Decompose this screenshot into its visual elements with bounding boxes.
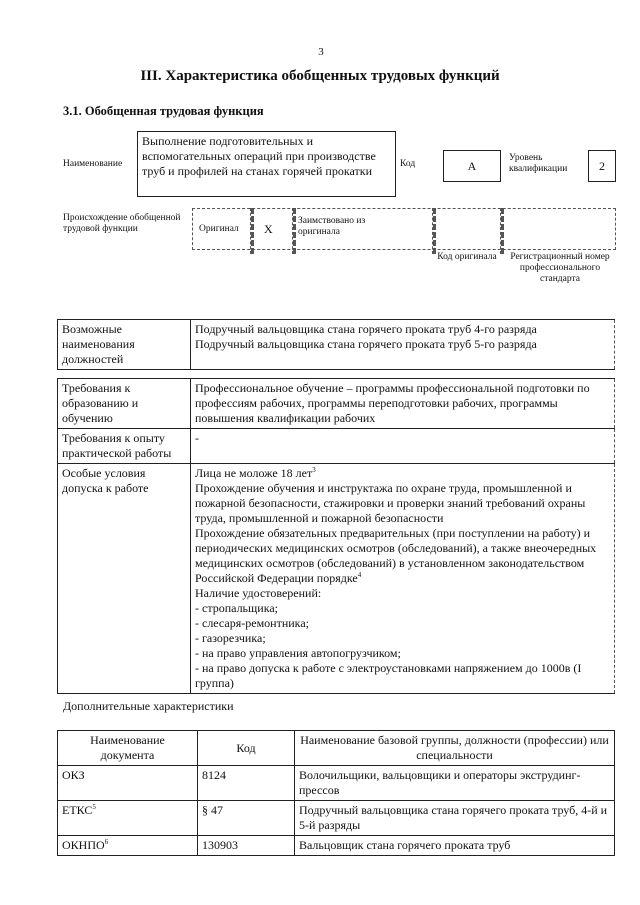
additional-table (57, 730, 615, 856)
admission-age (195, 466, 610, 481)
code-original-divider (432, 208, 436, 254)
row-doc (58, 801, 198, 836)
row-code: § 47 (198, 801, 295, 836)
admission-medical-text: Прохождение обязательных предварительных (при поступлении на работу) и периодических медицинских осмотров (обследований), а также внеочередных медицинских осмотров (обследований) в установленном законодательством Российской Федерации порядке (195, 526, 597, 585)
section-title: III. Характеристика обобщенных трудовых функций (140, 68, 500, 84)
header-doc: Наименование документа (58, 731, 198, 766)
footnote-3: 3 (312, 466, 316, 474)
footnote-4: 4 (357, 571, 362, 579)
admission-age-text: Лица не моложе 18 лет (195, 466, 313, 480)
education-label: Требования к образованию и обучению (58, 379, 191, 429)
additional-header-row (58, 731, 615, 766)
admission-certificates-heading: Наличие удостоверений: (195, 586, 322, 600)
education-row (58, 379, 615, 429)
table-row (58, 836, 615, 856)
position-1: Подручный вальцовщика стана горячего проката труб 4-го разряда (195, 322, 537, 336)
experience-row (58, 429, 615, 464)
position-2: Подручный вальцовщика стана горячего проката труб 5-го разряда (195, 337, 537, 351)
admission-row (58, 464, 615, 694)
certificate-item: - стропальщика; (195, 601, 278, 615)
reg-number-divider (500, 208, 504, 254)
certificate-item: - газорезчика; (195, 631, 266, 645)
row-doc (58, 836, 198, 856)
requirements-table (57, 378, 615, 694)
certificate-item: - на право управления автопогрузчиком; (195, 646, 401, 660)
level-value: 2 (599, 159, 605, 173)
positions-row (58, 320, 615, 370)
row-doc-text: ОКНПО (62, 838, 105, 852)
admission-label: Особые условия допуска к работе (58, 464, 191, 694)
positions-values (191, 320, 615, 370)
additional-title: Дополнительные характеристики (63, 699, 234, 713)
row-doc-text: ОКЗ (62, 768, 85, 782)
level-value-box (588, 150, 616, 182)
education-value: Профессиональное обучение – программы профессиональной подготовки по профессиям рабочих, программы переподготовки рабочих, программы повышения квалификации рабочих (191, 379, 615, 429)
row-code: 130903 (198, 836, 295, 856)
code-value-box (443, 150, 501, 182)
certificate-item: - слесаря-ремонтника; (195, 616, 309, 630)
footnote-6: 6 (104, 838, 109, 846)
code-original-caption: Код оригинала (437, 252, 497, 262)
reg-number-caption: Регистрационный номер профессионального стандарта (510, 252, 610, 284)
table-row (58, 801, 615, 836)
header-code: Код (198, 731, 295, 766)
original-label: Оригинал (199, 224, 239, 234)
footnote-5: 5 (92, 803, 96, 811)
level-label: Уровень квалификации (509, 153, 568, 174)
row-code: 8124 (198, 766, 295, 801)
row-doc (58, 766, 198, 801)
certificate-item: - на право допуска к работе с электроустановками напряжением до 1000в (I группа) (195, 661, 582, 690)
original-divider (250, 208, 254, 254)
function-name-box (137, 131, 396, 197)
code-label: Код (400, 159, 416, 169)
origin-box (192, 208, 616, 250)
borrowed-label: Заимствовано из оригинала (298, 216, 366, 237)
origin-label: Происхождение обобщенной трудовой функции (63, 213, 181, 234)
positions-table (57, 319, 615, 370)
row-name: Волочильщики, вальцовщики и операторы экструдинг-прессов (295, 766, 615, 801)
positions-label: Возможные наименования должностей (58, 320, 191, 370)
admission-training: Прохождение обучения и инструктажа по охране труда, промышленной и пожарной безопасности, стажировки и проверки знаний требований охраны труда, промышленной и пожарной безопасности (195, 481, 586, 525)
experience-label: Требования к опыту практической работы (58, 429, 191, 464)
subsection-title: 3.1. Обобщенная трудовая функция (63, 104, 264, 118)
borrowed-divider (292, 208, 296, 254)
admission-value (191, 464, 615, 694)
row-name: Подручный вальцовщика стана горячего проката труб, 4-й и 5-й разряды (295, 801, 615, 836)
page-number: 3 (318, 46, 324, 58)
header-name: Наименование базовой группы, должности (профессии) или специальности (295, 731, 615, 766)
code-value: А (467, 159, 477, 173)
row-name: Вальцовщик стана горячего проката труб (295, 836, 615, 856)
function-name-value: Выполнение подготовительных и вспомогательных операций при производстве труб и профилей на станах горячей прокатки (142, 134, 376, 178)
admission-medical (195, 526, 610, 586)
experience-value: - (191, 429, 615, 464)
name-label: Наименование (63, 159, 123, 169)
original-mark: X (264, 222, 273, 236)
table-row (58, 766, 615, 801)
row-doc-text: ЕТКС (62, 803, 93, 817)
